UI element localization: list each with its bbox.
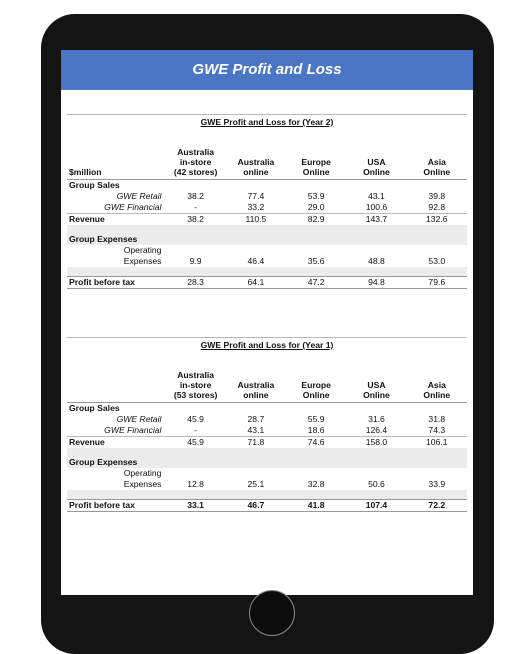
header-usa: USA Online xyxy=(346,129,406,180)
table-row: GWE Retail 45.9 28.7 55.9 31.6 31.8 xyxy=(116,414,446,424)
table-row: Profit before tax 33.1 46.7 41.8 107.4 72.2 xyxy=(67,500,467,512)
header-au-instore: Australia in-store (53 stores) xyxy=(165,352,225,403)
table-row: Operating xyxy=(123,468,162,478)
header-asia: Asia Online xyxy=(407,129,467,180)
table-row: Group Expenses xyxy=(67,457,467,468)
table-row: GWE Financial - 33.2 29.0 100.6 92.8 xyxy=(104,202,446,212)
header-au-online: Australia online xyxy=(226,352,286,403)
table-row: Group Expenses xyxy=(67,234,467,245)
pl-table-year-2 xyxy=(67,114,467,289)
header-unit xyxy=(67,352,165,403)
tablet-screen xyxy=(61,50,473,595)
table-row: Revenue 38.2 110.5 82.9 143.7 132.6 xyxy=(67,214,467,226)
table-title: GWE Profit and Loss for (Year 2) xyxy=(67,115,467,130)
table-row: Revenue 45.9 71.8 74.6 158.0 106.1 xyxy=(67,437,467,449)
header-asia: Asia Online xyxy=(407,352,467,403)
table-row: GWE Retail 38.2 77.4 53.9 43.1 39.8 xyxy=(116,191,446,201)
table-row: Profit before tax 28.3 64.1 47.2 94.8 79.6 xyxy=(67,277,467,289)
table-row: Group Sales xyxy=(69,403,120,413)
table-row: Operating xyxy=(123,245,162,255)
page-title-banner xyxy=(61,50,473,90)
table-row: Expenses 12.8 25.1 32.8 50.6 33.9 xyxy=(123,479,446,489)
table-row: Group Sales xyxy=(69,180,120,190)
table-title: GWE Profit and Loss for (Year 1) xyxy=(67,338,467,353)
pl-table-year-1 xyxy=(67,337,467,512)
page-title: GWE Profit and Loss xyxy=(192,61,342,78)
header-unit: $million xyxy=(67,129,165,180)
header-au-instore: Australia in-store (42 stores) xyxy=(165,129,225,180)
table-row: Expenses 9.9 46.4 35.6 48.8 53.0 xyxy=(123,256,446,266)
header-europe: Europe Online xyxy=(286,129,346,180)
home-button[interactable] xyxy=(249,590,295,636)
header-au-online: Australia online xyxy=(226,129,286,180)
table-row: GWE Financial - 43.1 18.6 126.4 74.3 xyxy=(104,425,446,435)
header-usa: USA Online xyxy=(346,352,406,403)
header-europe: Europe Online xyxy=(286,352,346,403)
